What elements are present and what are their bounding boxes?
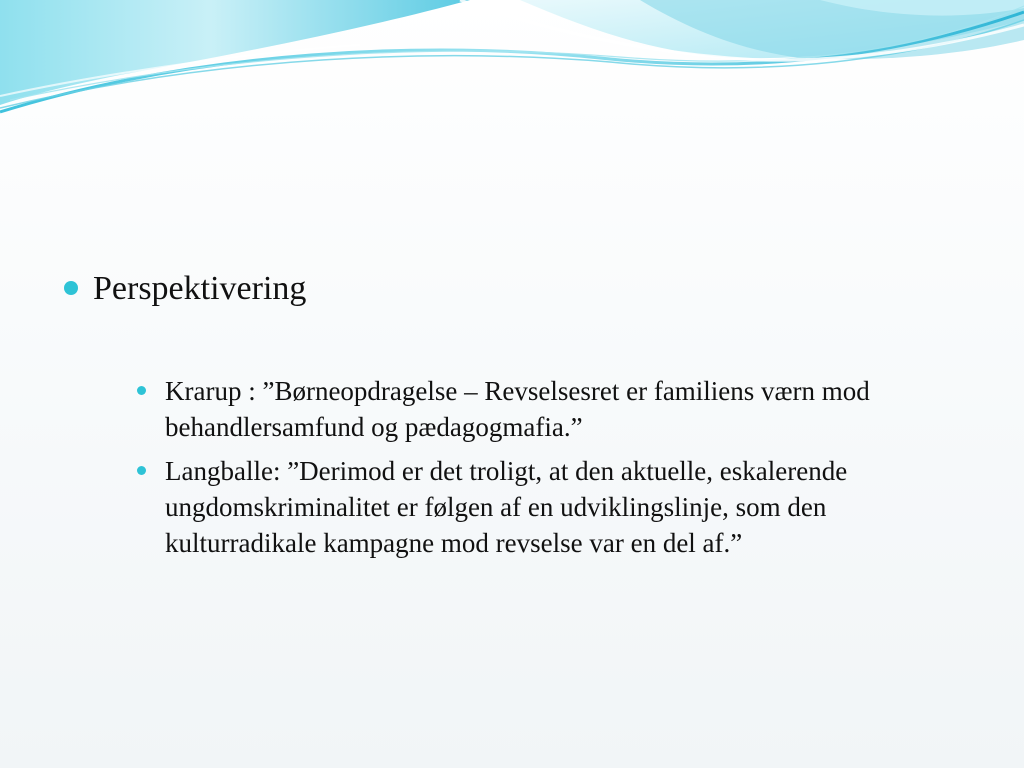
bullet-dot-icon bbox=[137, 386, 146, 395]
sub-bullet-text: Langballe: ”Derimod er det troligt, at den aktuelle, eskalerende ungdomskriminalitet er følgen af en udviklingslinje, som den kulturradikale kampagne mod revselse var en del af.” bbox=[165, 456, 848, 558]
heading-bullet-text: Perspektivering bbox=[93, 270, 307, 307]
bullet-dot-icon bbox=[137, 466, 146, 475]
bullet-perspektivering bbox=[64, 268, 964, 310]
bullet-dot-icon bbox=[64, 281, 78, 295]
sub-bullet-krarup bbox=[137, 373, 937, 445]
sub-bullet-list bbox=[137, 373, 937, 569]
sub-bullet-langballe bbox=[137, 453, 937, 561]
sub-bullet-text: Krarup : ”Børneopdragelse – Revselsesret er familiens værn mod behandlersamfund og pædagogmafia.” bbox=[165, 376, 870, 442]
